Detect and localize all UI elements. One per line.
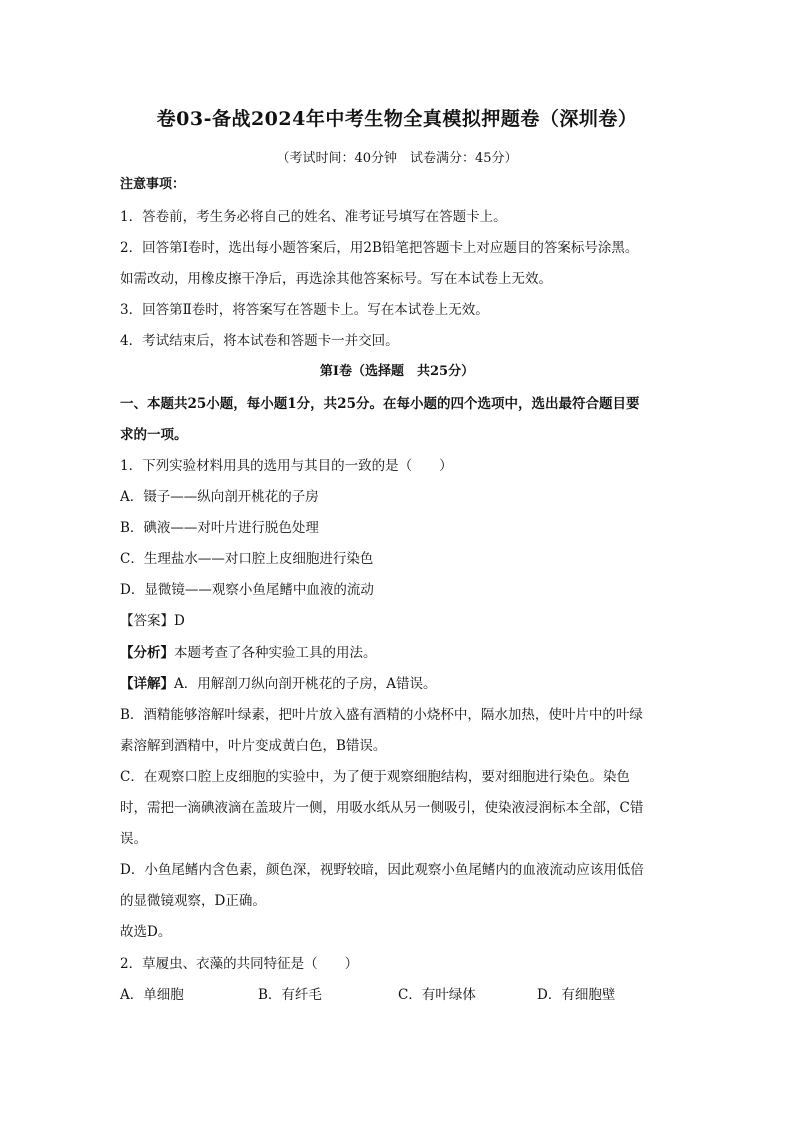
detail-label: 【详解】 [120,676,174,692]
notes-item-2-continued: 如需改动，用橡皮擦干净后，再选涂其他答案标号。写在本试卷上无效。 [120,271,552,287]
question-2-option-d: D．有细胞壁 [537,987,616,1003]
question-1-option-d: D．显微镜——观察小鱼尾鳍中血液的流动 [120,582,374,598]
analysis-label: 【分析】 [120,645,174,661]
detail-line-6: D．小鱼尾鳍内含色素，颜色深，视野较暗，因此观察小鱼尾鳍内的血液流动应该用低倍 [120,862,644,878]
detail-line-1: B．酒精能够溶解叶绿素，把叶片放入盛有酒精的小烧杯中，隔水加热，使叶片中的叶绿 [120,707,643,723]
notes-item-1: 1．答卷前，考生务必将自己的姓名、准考证号填写在答题卡上。 [120,209,507,225]
section-instruction: 一、本题共25小题，每小题1分，共25分。在每小题的四个选项中，选出最符合题目要 [120,396,640,412]
question-2-option-c: C．有叶绿体 [398,987,476,1003]
detail-line-5: 误。 [120,831,147,847]
notes-item-4: 4．考试结束后，将本试卷和答题卡一并交回。 [120,333,399,349]
exam-subtitle: （考试时间：40分钟 试卷满分：45分） [276,151,518,166]
question-2-option-a: A．单细胞 [120,987,184,1003]
question-2-stem: 2．草履虫、衣藻的共同特征是（ ） [120,956,359,972]
question-2-option-b: B．有纤毛 [258,987,322,1003]
question-1-detail [120,675,437,693]
notes-item-3: 3．回答第Ⅱ卷时，将答案写在答题卡上。写在本试卷上无效。 [120,302,489,318]
section-instruction-continued: 求的一项。 [120,427,188,443]
analysis-text: 本题考查了各种实验工具的用法。 [174,645,377,661]
detail-text: A．用解剖刀纵向剖开桃花的子房，A错误。 [174,676,437,692]
notes-heading: 注意事项： [120,177,186,192]
notes-item-2: 2．回答第Ⅰ卷时，选出每小题答案后，用2B铅笔把答题卡上对应题目的答案标号涂黑。 [120,240,639,256]
section-title: 第Ⅰ卷（选择题 共25分） [319,364,475,379]
detail-line-8: 故选D。 [120,924,172,940]
detail-line-3: C．在观察口腔上皮细胞的实验中，为了便于观察细胞结构，要对细胞进行染色。染色 [120,769,630,785]
question-1-analysis [120,644,377,662]
question-1-stem: 1．下列实验材料用具的选用与其目的一致的是（ ） [120,458,453,474]
detail-line-4: 时，需把一滴碘液滴在盖玻片一侧，用吸水纸从另一侧吸引，使染液浸润标本全部，C错 [120,800,644,816]
question-1-option-c: C．生理盐水——对口腔上皮细胞进行染色 [120,551,374,567]
detail-line-7: 的显微镜观察，D正确。 [120,893,266,909]
question-1-option-a: A．镊子——纵向剖开桃花的子房 [120,489,319,505]
question-1-option-b: B．碘液——对叶片进行脱色处理 [120,520,319,536]
question-1-answer: 【答案】D [120,613,185,629]
detail-line-2: 素溶解到酒精中，叶片变成黄白色，B错误。 [120,738,387,754]
exam-title: 卷03-备战2024年中考生物全真模拟押题卷（深圳卷） [156,108,638,130]
